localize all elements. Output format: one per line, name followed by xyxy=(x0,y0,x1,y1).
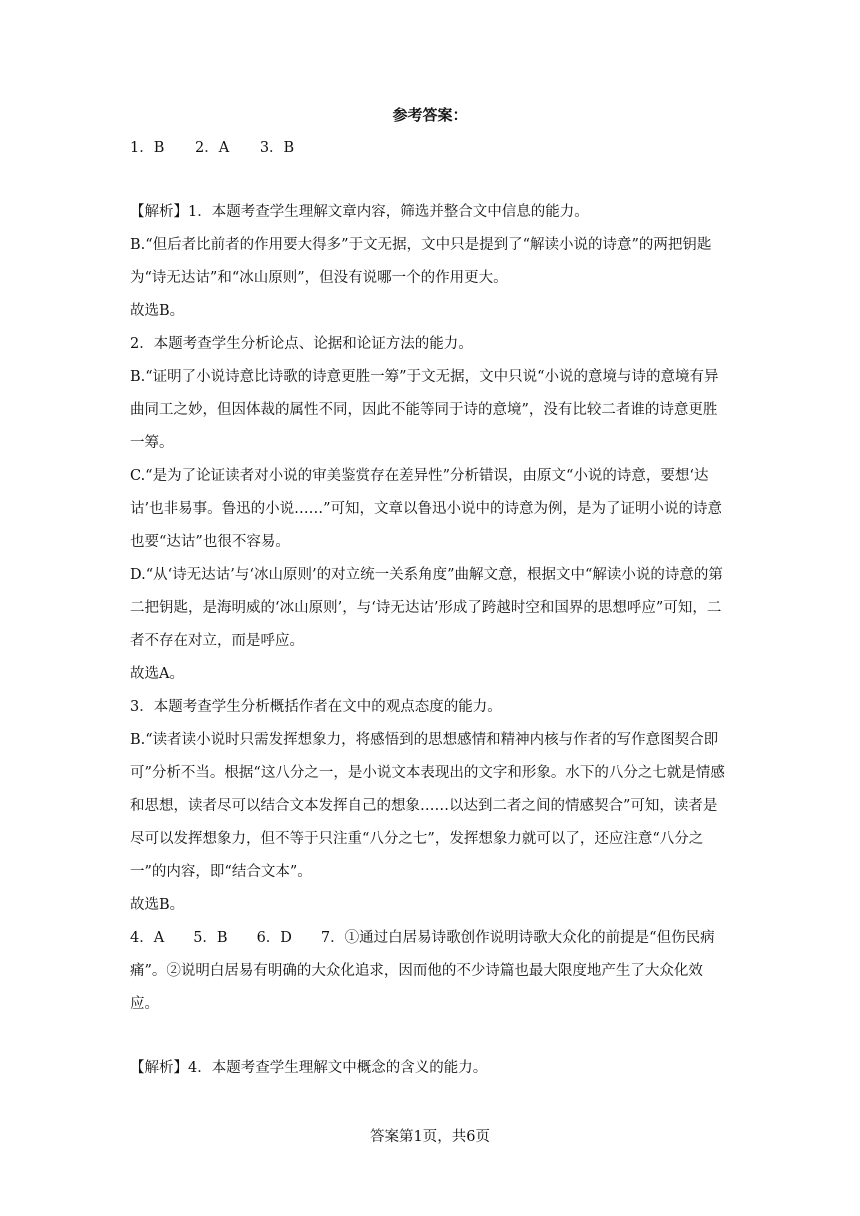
analysis-paragraph: D.“从‘诗无达诂’与‘冰山原则’的对立统一关系角度”曲解文意，根据文中“解读小说的诗意的第二把钥匙，是海明威的‘冰山原则’，与‘诗无达诂’形成了跨越时空和国界的思想呼应”可知，二者不存在对立，而是呼应。 xyxy=(130,567,723,649)
spacer xyxy=(130,1021,730,1052)
analysis-paragraph: 3．本题考查学生分析概括作者在文中的观点态度的能力。 xyxy=(130,699,502,715)
answer-line-1-3 xyxy=(130,132,730,165)
analysis-paragraph: C.“是为了论证读者对小说的审美鉴赏存在差异性”分析错误，由原文“小说的诗意，要想‘达诂’也非易事。鲁迅的小说……”可知，文章以鲁迅小说中的诗意为例，是为了证明小说的诗意也要“达诂”也很不容易。 xyxy=(130,468,723,550)
analysis-paragraph: 故选B。 xyxy=(130,897,185,913)
analysis-paragraph: B.“证明了小说诗意比诗歌的诗意更胜一筹”于文无据，文中只说“小说的意境与诗的意境有异曲同工之妙，但因体裁的属性不同，因此不能等同于诗的意境”，没有比较二者谁的诗意更胜一筹。 xyxy=(130,369,719,451)
spacer xyxy=(130,165,730,196)
page-title: 参考答案： xyxy=(392,106,468,124)
analysis-paragraph: 故选B。 xyxy=(130,303,185,319)
analysis-paragraph: B.“但后者比前者的作用要大得多”于文无据，文中只是提到了“解读小说的诗意”的两把钥匙为“诗无达诂”和“冰山原则”，但没有说哪一个的作用更大。 xyxy=(130,237,712,286)
analysis-paragraph: B.“读者读小说时只需发挥想象力，将感悟到的思想感情和精神内核与作者的写作意图契合即可”分析不当。根据“这八分之一，是小说文本表现出的文字和形象。水下的八分之七就是情感和思想，读者尽可以结合文本发挥自己的想象……以达到二者之间的情感契合”可知，读者是尽可以发挥想象力，但不等于只注重“八分之七”，发挥想象力就可以了，还应注意“八分之一”的内容，即“结合文本”。 xyxy=(130,732,725,880)
analysis-paragraph: 2．本题考查学生分析论点、论据和论证方法的能力。 xyxy=(130,336,473,352)
answer-content xyxy=(130,132,730,1085)
analysis-paragraph: 【解析】1．本题考查学生理解文章内容，筛选并整合文中信息的能力。 xyxy=(130,204,589,220)
answer-2: 2．A xyxy=(195,140,230,156)
analysis-paragraph: 故选A。 xyxy=(130,666,184,682)
answer-3: 3．B xyxy=(259,140,295,156)
answer-line-4-7: 4．A 5．B 6．D 7．①通过白居易诗歌创作说明诗歌大众化的前提是“但伤民病痛”。②说明白居易有明确的大众化追求，因而他的不少诗篇也最大限度地产生了大众化效应。 xyxy=(130,930,715,1012)
analysis-paragraph: 【解析】4．本题考查学生理解文中概念的含义的能力。 xyxy=(130,1060,488,1076)
page-footer: 答案第1页，共6页 xyxy=(370,1129,490,1145)
answer-1: 1．B xyxy=(130,140,165,156)
